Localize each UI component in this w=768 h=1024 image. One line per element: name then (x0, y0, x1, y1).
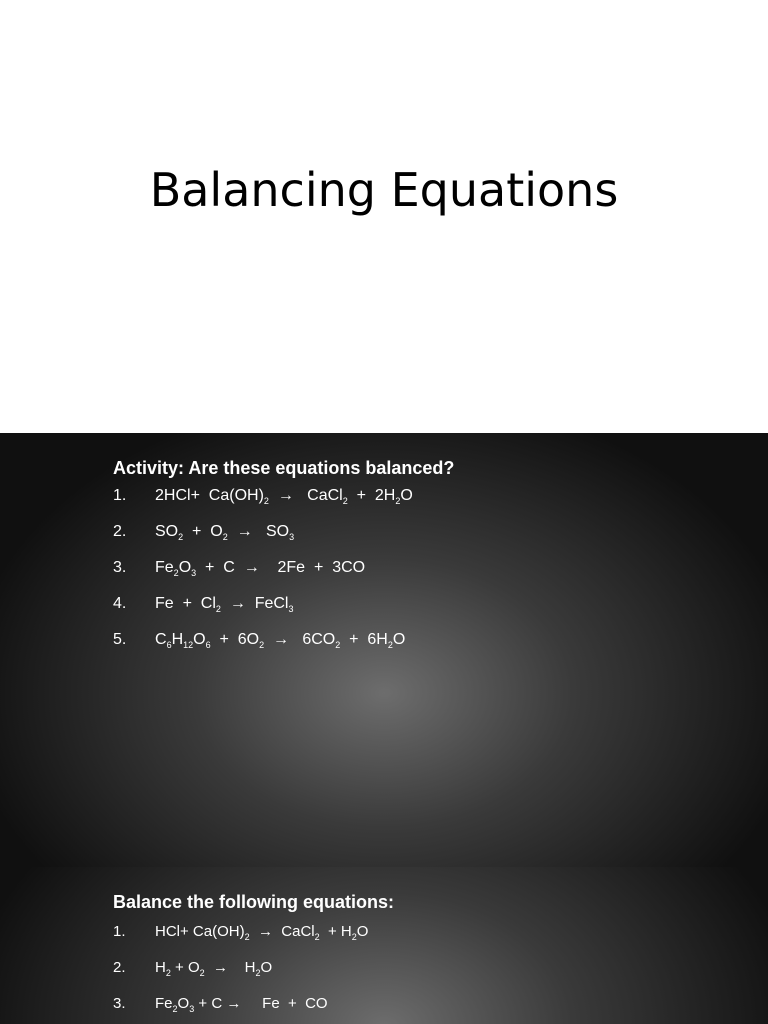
equation-subscript: 2 (173, 568, 179, 578)
equation-segment: Fe (155, 559, 174, 576)
title-slide (0, 0, 768, 433)
equation-segment: O (177, 995, 190, 1012)
equation-segment: → FeCl (220, 595, 289, 612)
equation-segment: HCl+ Ca(OH) (155, 923, 245, 940)
equation-segment: H (155, 959, 166, 976)
equation-subscript: 2 (255, 968, 261, 978)
activity-slide (0, 433, 768, 867)
equation-text (155, 631, 405, 649)
equation-subscript: 2 (199, 968, 205, 978)
equation-segment: SO (155, 523, 179, 540)
equation-text (155, 523, 294, 541)
equation-text (155, 959, 272, 976)
equation-number: 3. (113, 559, 127, 576)
equation-item (113, 523, 413, 559)
equation-text (155, 995, 328, 1012)
equation-number: 5. (113, 631, 127, 648)
equation-subscript: 2 (335, 640, 341, 650)
equation-segment: O (193, 631, 206, 648)
equation-subscript: 6 (205, 640, 211, 650)
equation-segment: O (400, 487, 413, 504)
equation-subscript: 6 (166, 640, 172, 650)
equation-segment: → CaCl (249, 923, 315, 940)
equation-subscript: 3 (289, 532, 295, 542)
equation-segment: + 6H (340, 631, 388, 648)
equation-segment: O (392, 631, 406, 648)
equation-subscript: 2 (351, 932, 357, 942)
equation-subscript: 2 (259, 640, 265, 650)
equation-subscript: 2 (387, 640, 393, 650)
equation-segment: + C → 2Fe + 3CO (196, 559, 366, 576)
equation-item (113, 631, 413, 667)
equation-segment: + 2H (347, 487, 396, 504)
equation-text (155, 559, 365, 577)
equation-number: 1. (113, 923, 126, 940)
equation-item (113, 923, 368, 959)
activity-equation-list (113, 487, 413, 667)
equation-subscript: 12 (183, 640, 194, 650)
equation-segment: Fe + Cl (155, 595, 216, 612)
equation-segment: + 6O (210, 631, 260, 648)
balance-equation-list (113, 923, 368, 1024)
equation-subscript: 2 (314, 932, 320, 942)
equation-segment: H (171, 631, 184, 648)
equation-number: 4. (113, 595, 127, 612)
equation-subscript: 3 (189, 1004, 195, 1014)
equation-subscript: 3 (191, 568, 197, 578)
equation-subscript: 2 (263, 496, 269, 506)
equation-segment: O (178, 559, 192, 576)
equation-subscript: 3 (288, 604, 294, 614)
equation-subscript: 2 (172, 1004, 178, 1014)
equation-segment: → H (204, 959, 256, 976)
equation-segment: O (356, 923, 369, 940)
equation-item (113, 959, 368, 995)
equation-number: 3. (113, 995, 126, 1012)
equation-item (113, 995, 368, 1024)
equation-subscript: 2 (222, 532, 228, 542)
equation-segment: Fe (155, 995, 173, 1012)
equation-text (155, 487, 413, 505)
equation-segment: C (155, 631, 167, 648)
equation-segment: → 6CO (264, 631, 336, 648)
equation-number: 2. (113, 523, 127, 540)
equation-segment: → CaCl (268, 487, 343, 504)
equation-number: 2. (113, 959, 126, 976)
balance-slide (0, 867, 768, 1024)
equation-number: 1. (113, 487, 127, 504)
equation-segment: + O (170, 959, 200, 976)
equation-item (113, 595, 413, 631)
equation-subscript: 2 (165, 968, 171, 978)
activity-heading: Activity: Are these equations balanced? (113, 458, 455, 478)
equation-segment: + H (319, 923, 352, 940)
equation-segment: 2HCl+ Ca(OH) (155, 487, 264, 504)
equation-segment: → SO (227, 523, 290, 540)
equation-segment: + O (183, 523, 223, 540)
slide-title: Balancing Equations (149, 163, 619, 217)
equation-text (155, 923, 368, 940)
equation-text (155, 595, 294, 613)
equation-subscript: 2 (178, 532, 184, 542)
equation-segment: + C → Fe + CO (194, 995, 328, 1012)
equation-subscript: 2 (395, 496, 401, 506)
equation-segment: O (260, 959, 273, 976)
equation-subscript: 2 (244, 932, 250, 942)
equation-subscript: 2 (342, 496, 348, 506)
balance-heading: Balance the following equations: (113, 892, 395, 912)
equation-item (113, 487, 413, 523)
equation-item (113, 559, 413, 595)
equation-subscript: 2 (215, 604, 221, 614)
